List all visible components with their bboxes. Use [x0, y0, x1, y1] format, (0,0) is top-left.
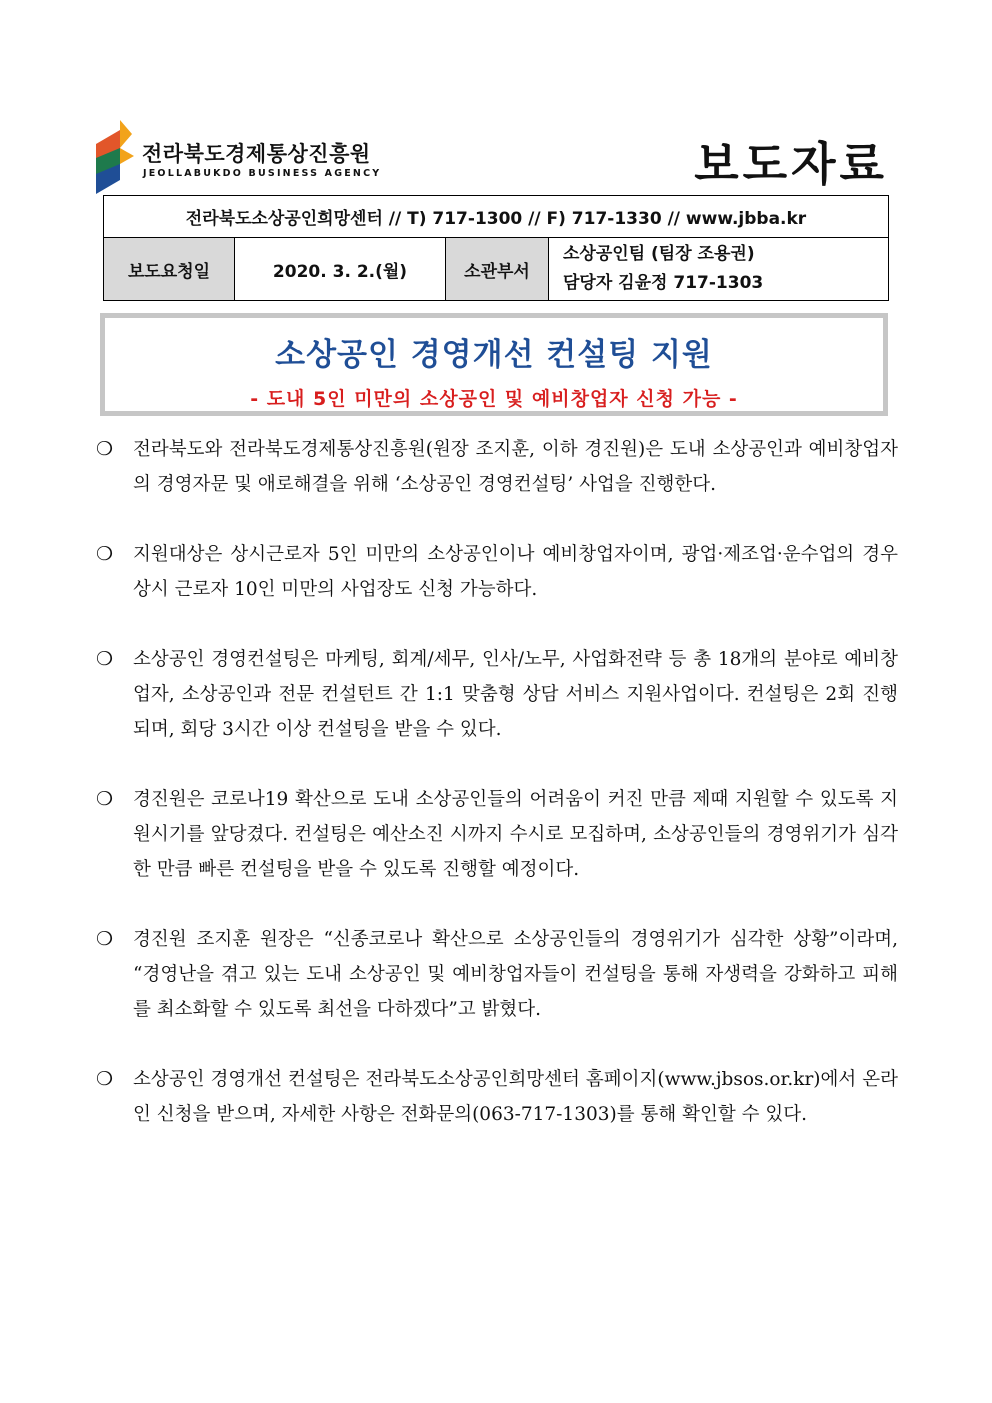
- paragraph-text: 소상공인 경영개선 컨설팅은 전라북도소상공인희망센터 홈페이지(www.jbsos.or.kr)에서 온라인 신청을 받으며, 자세한 사항은 전화문의(063-717-1303)를 통해 확인할 수 있다.: [133, 1069, 898, 1125]
- contact-line: 전라북도소상공인희망센터 // T) 717-1300 // F) 717-1330 // www.jbba.kr: [104, 196, 889, 238]
- headline-subtitle: - 도내 5인 미만의 소상공인 및 예비창업자 신청 가능 -: [250, 388, 738, 410]
- paragraph-2: [96, 537, 898, 607]
- request-row: [104, 238, 889, 301]
- agency-logo: [92, 118, 392, 198]
- paragraph-1: [96, 432, 898, 502]
- bullet-circle-icon: ❍: [96, 648, 114, 670]
- paragraph-text: 전라북도와 전라북도경제통상진흥원(원장 조지훈, 이하 경진원)은 도내 소상공인과 예비창업자의 경영자문 및 애로해결을 위해 ‘소상공인 경영컨설팅’ 사업을 진행한다.: [133, 439, 898, 495]
- bullet-circle-icon: ❍: [96, 1068, 114, 1090]
- dept-team: 소상공인팀 (팀장 조용권): [563, 244, 755, 264]
- dept-label: 소관부서: [446, 238, 549, 301]
- org-name: 전라북도경제통상진흥원: [142, 142, 371, 166]
- paragraph-text: 경진원은 코로나19 확산으로 도내 소상공인들의 어려움이 커진 만큼 제때 지원할 수 있도록 지원시기를 앞당겼다. 컨설팅은 예산소진 시까지 수시로 모집하며, 소상공인들의 경영위기가 심각한 만큼 빠른 컨설팅을 받을 수 있도록 진행할 예정이다.: [133, 789, 898, 880]
- request-date-label: 보도요청일: [104, 238, 235, 301]
- bullet-circle-icon: ❍: [96, 928, 114, 950]
- agency-logo-icon: [92, 118, 138, 196]
- bullet-circle-icon: ❍: [96, 788, 114, 810]
- paragraph-text: 소상공인 경영컨설팅은 마케팅, 회계/세무, 인사/노무, 사업화전략 등 총 18개의 분야로 예비창업자, 소상공인과 전문 컨설턴트 간 1:1 맞춤형 상담 서비스 지원사업이다. 컨설팅은 2회 진행되며, 회당 3시간 이상 컨설팅을 받을 수 있다.: [133, 649, 898, 740]
- paragraph-3: [96, 642, 898, 747]
- bullet-circle-icon: ❍: [96, 543, 114, 565]
- paragraph-4: [96, 782, 898, 887]
- paragraph-text: 지원대상은 상시근로자 5인 미만의 소상공인이나 예비창업자이며, 광업·제조업·운수업의 경우 상시 근로자 10인 미만의 사업장도 신청 가능하다.: [133, 544, 898, 600]
- press-info-table: [103, 195, 889, 301]
- org-name-english: JEOLLABUKDO BUSINESS AGENCY: [143, 168, 382, 179]
- dept-contact-person: 담당자 김윤정 717-1303: [563, 273, 764, 293]
- paragraph-text: 경진원 조지훈 원장은 “신종코로나 확산으로 소상공인들의 경영위기가 심각한 상황”이라며, “경영난을 겪고 있는 도내 소상공인 및 예비창업자들이 컨설팅을 통해 자생력을 강화하고 피해를 최소화할 수 있도록 최선을 다하겠다”고 밝혔다.: [133, 929, 898, 1020]
- request-date: 2020. 3. 2.(월): [235, 238, 446, 301]
- contact-row: [104, 196, 889, 238]
- article-body: [96, 432, 898, 1167]
- headline-title: 소상공인 경영개선 컨설팅 지원: [275, 337, 713, 373]
- dept-info: [549, 238, 889, 301]
- paragraph-5: [96, 922, 898, 1027]
- bullet-circle-icon: ❍: [96, 438, 114, 460]
- paragraph-6: [96, 1062, 898, 1132]
- headline-box: [100, 313, 888, 416]
- document-type-title: 보도자료: [694, 137, 888, 191]
